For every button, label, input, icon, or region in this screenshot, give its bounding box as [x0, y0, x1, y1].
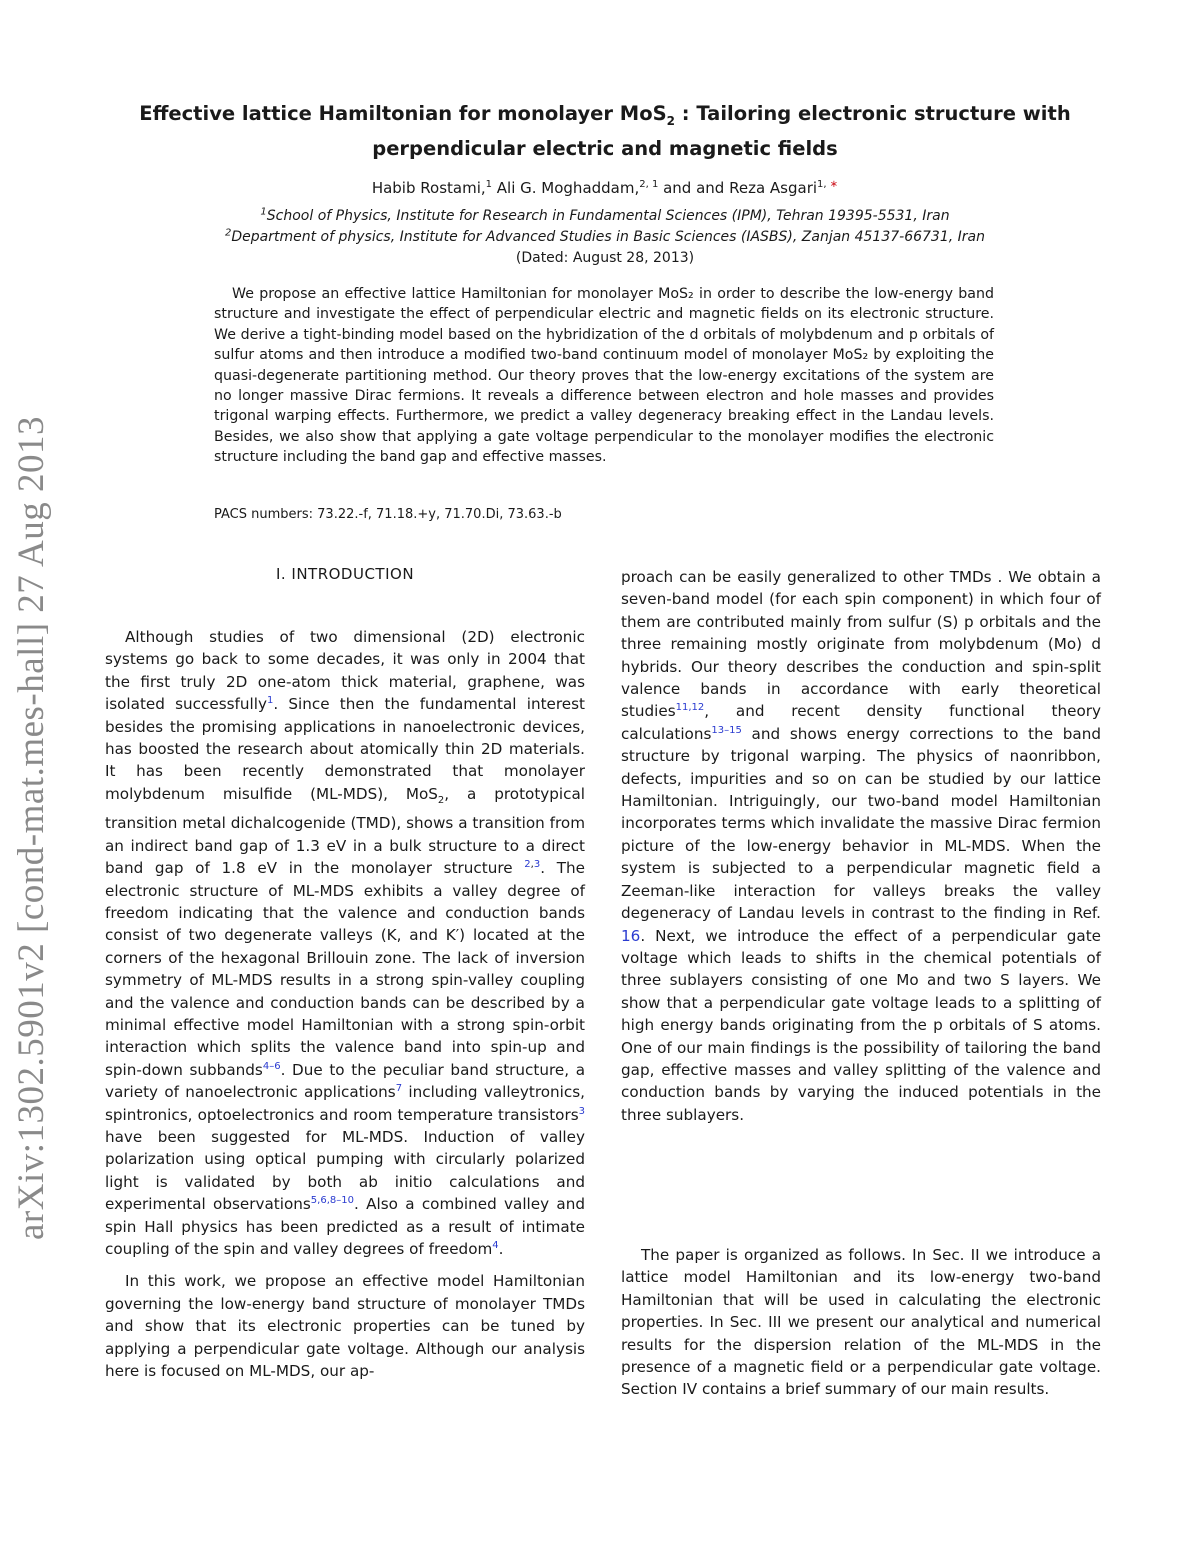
author1-affil: 1 [485, 179, 492, 190]
citation-link[interactable]: 3 [578, 1105, 585, 1117]
citation-link[interactable]: 7 [395, 1083, 403, 1095]
citation-link[interactable]: 16 [621, 926, 641, 945]
affiliation-1 [80, 208, 1130, 224]
citation-link[interactable]: 4–6 [262, 1060, 281, 1072]
citation-link[interactable]: 3 [533, 859, 541, 871]
affil1-sup: 1 [260, 206, 267, 218]
citation-link[interactable]: 5,6,8–10 [310, 1195, 354, 1207]
author-asgari: and Reza Asgari [691, 179, 818, 197]
author-and: and [658, 179, 692, 197]
author-moghaddam: Ali G. Moghaddam, [492, 179, 640, 197]
author3-affil: 1, [817, 179, 830, 190]
author-rostami: Habib Rostami, [371, 179, 486, 197]
title-line1-post: : Tailoring electronic structure with [675, 102, 1071, 125]
affil1-text: School of Physics, Institute for Research in Fundamental Sciences (IPM), Tehran 19395-5531, Iran [266, 208, 950, 224]
date-line: (Dated: August 28, 2013) [515, 250, 695, 266]
section-heading-introduction: I. INTRODUCTION [275, 565, 415, 583]
citation-link[interactable]: 4 [492, 1239, 499, 1251]
abstract: We propose an effective lattice Hamiltonian for monolayer MoS₂ in order to describe the low-energy band structure and investigate the effect of perpendicular electric and magnetic fields on its electronic structure. We derive a tight-binding model based on the hybridization of the d orbitals of molybdenum and p orbitals of sulfur atoms and then introduce a modified two-band continuum model of monolayer MoS₂ by exploiting the quasi-degenerate partitioning method. Our theory proves that the low-energy excitations of the system are no longer massive Dirac fermions. It reveals a difference between electron and hole masses and provides trigonal warping effects. Furthermore, we predict a valley degeneracy breaking effect in the Landau levels. Besides, we also show that applying a gate voltage perpendicular to the monolayer modifies the electronic structure including the band gap and effective masses. [214, 286, 994, 466]
citation-link[interactable]: 2 [524, 859, 531, 871]
citation-link[interactable]: 13–15 [711, 724, 742, 736]
author-list [80, 178, 1130, 198]
right-column [621, 566, 1101, 1126]
intro-paragraph-2: In this work, we propose an effective model Hamiltonian governing the low-energy band structure of monolayer TMDs and show that its electronic properties can be tuned by applying a perpendicular gate voltage. Although our analysis here is focused on ML-MDS, our ap- [105, 1272, 585, 1381]
left-column [105, 626, 585, 1382]
affiliation-2 [80, 229, 1130, 245]
intro-paragraph-3: proach can be easily generalized to other TMDs . We obtain a seven-band model (for each spin component) in which four of them are contributed mainly from sulfur (S) p orbitals and the three remaining mostly originate from molybdenum (Mo) d hybrids. Our theory describes the conduction and spin-split valence bands in accordance with early theoretical studies$^{11,12}$, and recent density functional theory calculations$^{13-15}$ and shows energy corrections to the band structure by trigonal warping. The physics of naonribbon, defects, impurities and so on can be studied by our lattice Hamiltonian. Intriguingly, our two-band model Hamiltonian incorporates terms which invalidate the massive Dirac fermion picture of the low-energy behavior in ML-MDS. When the system is subjected to a perpendicular magnetic field a Zeeman-like interaction for valleys breaks the valley degeneracy of Landau levels in contrast to the finding in Ref. 16. Next, we introduce the effect of a perpendicular gate voltage which leads to shifts in the chemical potentials of three sublayers consisting of one Mo and two S layers. We show that a perpendicular gate voltage leads to a splitting of high energy bands originating from the p orbitals of S atoms. One of our main findings is the possibility of tailoring the band gap, effective masses and valley splitting of the valence and conduction bands by varying the induced potentials in the three sublayers. [621, 568, 1101, 1124]
pacs-numbers: PACS numbers: 73.22.-f, 71.18.+y, 71.70.Di, 73.63.-b [214, 507, 562, 522]
title-subscript: 2 [666, 113, 676, 128]
corresponding-author-link[interactable]: ∗ [829, 179, 839, 190]
right-column-lower [621, 1244, 1101, 1401]
title-line2: perpendicular electric and magnetic fields [372, 136, 838, 160]
affil2-text: Department of physics, Institute for Advanced Studies in Basic Sciences (IASBS), Zanjan 45137-66731, Iran [231, 229, 985, 245]
citation-link[interactable]: 11,12 [675, 702, 705, 714]
intro-paragraph-1: Although studies of two dimensional (2D) electronic systems go back to some decades, it was only in 2004 that the first truly 2D one-atom thick material, graphene, was isolated successfully$^1$. Since then the fundamental interest besides the promising applications in nanoelectronic devices, has boosted the research about atomically thin 2D materials. It has been recently demonstrated that monolayer molybdenum misulfide (ML-MDS), MoS$_2$, a prototypical transition metal dichalcogenide (TMD), shows a transition from an indirect band gap of 1.3 eV in a bulk structure to a direct band gap of 1.8 eV in the monolayer structure $^{2,3}$. The electronic structure of ML-MDS exhibits a valley degree of freedom indicating that the valence and conduction bands consist of two degenerate valleys (K, and K′) located at the corners of the hexagonal Brillouin zone. The lack of inversion symmetry of ML-MDS results in a strong spin-valley coupling and the valence and conduction bands can be described by a minimal effective model Hamiltonian with a strong spin-orbit interaction which splits the valence band into spin-up and spin-down subbands$^{4-6}$. Due to the peculiar band structure, a variety of nanoelectronic applications$^7$ including valleytronics, spintronics, optoelectronics and room temperature transistors$^3$ have been suggested for ML-MDS. Induction of valley polarization using optical pumping with circularly polarized light is validated by both ab initio calculations and experimental observations$^{5,6,8-10}$. Also a combined valley and spin Hall physics has been predicted as a result of intimate coupling of the spin and valley degrees of freedom$^4$. [105, 628, 585, 1258]
intro-paragraph-4: The paper is organized as follows. In Sec. II we introduce a lattice model Hamiltonian and its low-energy two-band Hamiltonian that will be used in calculating the electronic properties. In Sec. III we present our analytical and numerical results for the dispersion relation of the ML-MDS in the presence of a magnetic field or a perpendicular gate voltage. Section IV contains a brief summary of our main results. [621, 1246, 1101, 1399]
arxiv-sidebar-stamp: arXiv:1302.5901v2 [cond-mat.mes-hall] 27 Aug 2013 [11, 416, 52, 1240]
author2-affil: 2, 1 [639, 179, 659, 190]
paper-title [80, 100, 1130, 163]
citation-link[interactable]: 1 [266, 695, 274, 707]
title-line1-pre: Effective lattice Hamiltonian for monolayer MoS [139, 102, 667, 125]
affil2-sup: 2 [225, 227, 232, 239]
